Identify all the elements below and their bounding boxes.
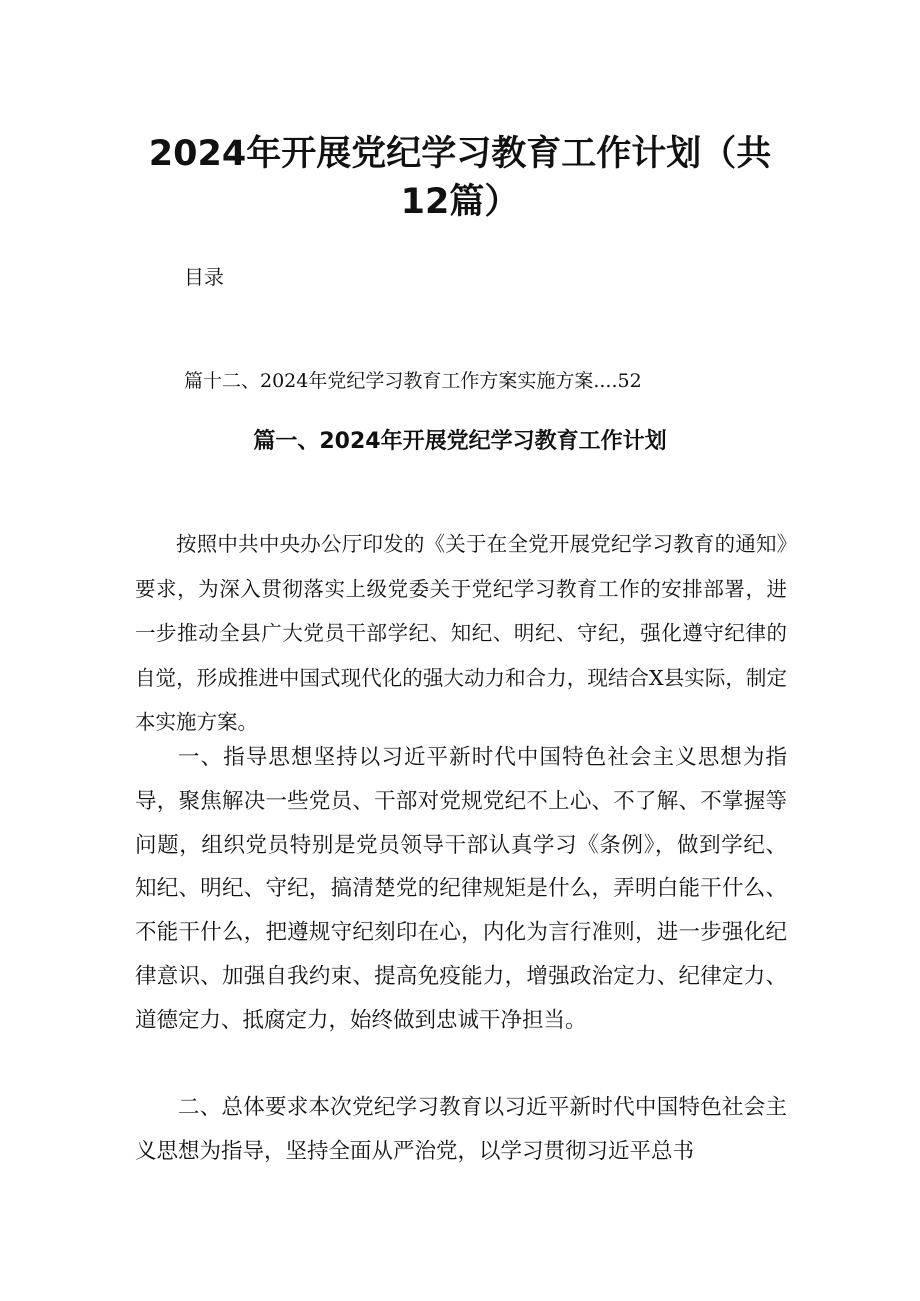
toc-heading: 目录 [184,265,224,289]
section-title: 篇一、2024年开展党纪学习教育工作计划 [253,429,667,454]
document-title: 2024年开展党纪学习教育工作计划（共12篇） [148,134,772,222]
toc-entry[interactable]: 篇十二、2024年党纪学习教育工作方案实施方案....52 [184,370,642,392]
paragraph-guiding-ideology: 一、指导思想坚持以习近平新时代中国特色社会主义思想为指导，聚焦解决一些党员、干部对党规党纪不上心、不了解、不掌握等问题，组织党员特别是党员领导干部认真学习《条例》，做到学纪、知纪、明纪、守纪，搞清楚党的纪律规矩是什么，弄明白能干什么、不能干什么，把遵规守纪刻印在心，内化为言行准则，进一步强化纪律意识、加强自我约束、提高免疫能力，增强政治定力、纪律定力、道德定力、抵腐定力，始终做到忠诚干净担当。 [135,745,787,1033]
paragraph-intro: 按照中共中央办公厅印发的《关于在全党开展党纪学习教育的通知》要求，为深入贯彻落实上级党委关于党纪学习教育工作的安排部署，进一步推动全县广大党员干部学纪、知纪、明纪、守纪，强化遵守纪律的自觉，形成推进中国式现代化的强大动力和合力，现结合X县实际，制定本实施方案。 [135,532,787,734]
paragraph-overall-requirements: 二、总体要求本次党纪学习教育以习近平新时代中国特色社会主义思想为指导，坚持全面从严治党，以学习贯彻习近平总书 [135,1095,787,1164]
